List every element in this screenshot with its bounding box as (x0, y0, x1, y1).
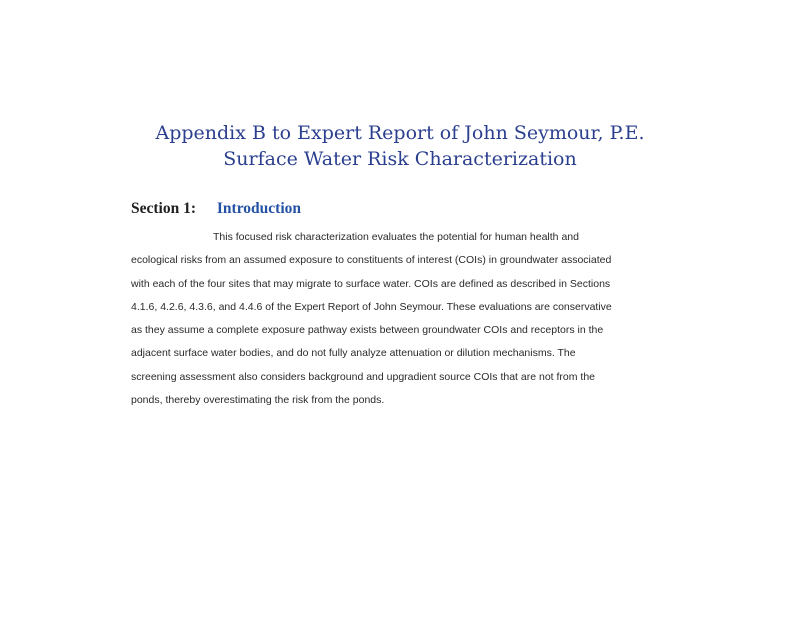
introduction-paragraph (131, 226, 671, 412)
document-title (0, 120, 800, 172)
title-line-2: Surface Water Risk Characterization (223, 148, 577, 170)
section-number: Section 1: (131, 200, 197, 217)
paragraph-line: This focused risk characterization evaluates the potential for human health and (213, 231, 579, 243)
paragraph-line: 4.1.6, 4.2.6, 4.3.6, and 4.4.6 of the Expert Report of John Seymour. These evaluations are conservative (131, 300, 612, 313)
paragraph-line: as they assume a complete exposure pathway exists between groundwater COIs and receptors in the (131, 324, 604, 337)
paragraph-line: ponds, thereby overestimating the risk from the ponds. (131, 394, 385, 407)
paragraph-line: ecological risks from an assumed exposure to constituents of interest (COIs) in groundwater associated (131, 254, 612, 267)
section-heading (131, 198, 301, 220)
paragraph-line: screening assessment also considers background and upgradient source COIs that are not from the (131, 370, 596, 383)
title-line-1: Appendix B to Expert Report of John Seymour, P.E. (155, 122, 645, 144)
section-title: Introduction (216, 200, 301, 217)
paragraph-line: adjacent surface water bodies, and do not fully analyze attenuation or dilution mechanisms. The (131, 347, 576, 360)
paragraph-line: with each of the four sites that may migrate to surface water. COIs are defined as described in Sections (131, 277, 611, 290)
